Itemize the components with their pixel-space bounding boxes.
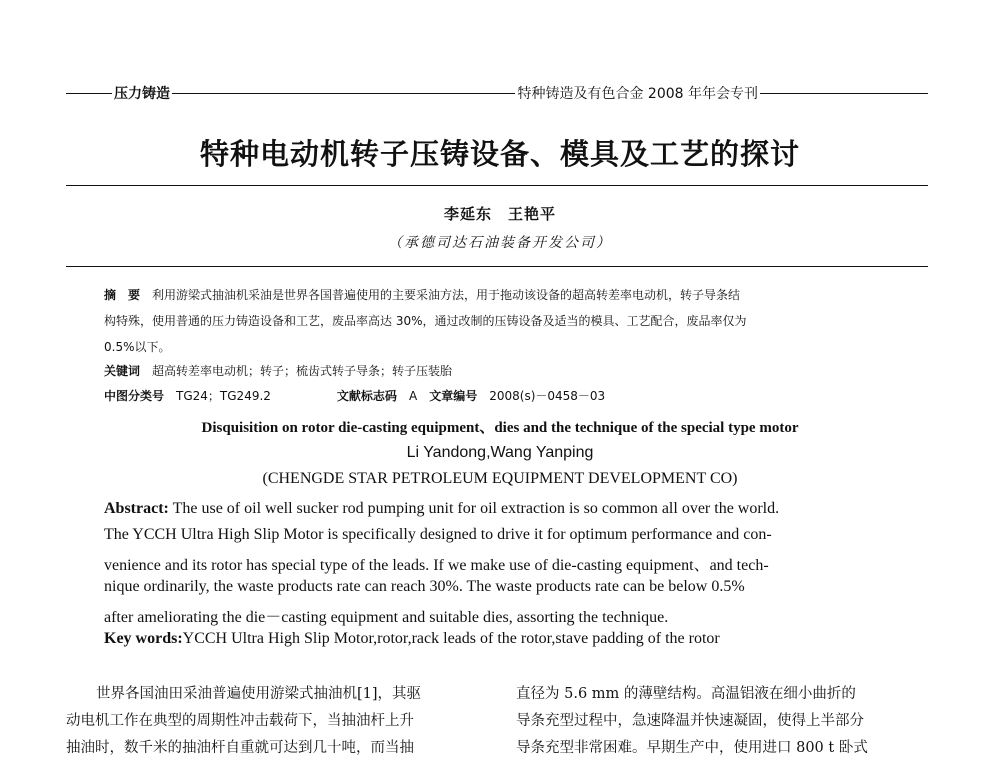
en-abstract-text-1: The use of oil well sucker rod pumping unit for oil extraction is so common all over the world. [168, 500, 780, 517]
en-abstract-label: Abstract: [104, 500, 169, 517]
affiliation: （承德司达石油装备开发公司） [388, 235, 612, 251]
cn-abstract-line-2: 构特殊，使用普通的压力铸造设备和工艺，废品率高达 30%，通过改制的压铸设备及适当的模具、工艺配合，废品率仅为 [104, 314, 747, 328]
body-left-line-3: 抽油时，数千米的抽油杆自重就可达到几十吨，而当抽 [66, 740, 414, 756]
header-journal-label: 特种铸造及有色合金 2008 年年会专刊 [517, 86, 758, 102]
en-keywords-label: Key words: [104, 630, 183, 647]
en-abstract-line-2: The YCCH Ultra High Slip Motor is specifically designed to drive it for optimum performance and con- [104, 526, 772, 543]
doc-code-label: 文献标志码 [336, 389, 397, 403]
cn-keywords: 超高转差率电动机；转子；梳齿式转子导条；转子压装胎 [152, 364, 453, 378]
body-right-line-1: 直径为 5.6 mm 的薄壁结构。高温铝液在细小曲折的 [516, 686, 856, 702]
en-keywords: YCCH Ultra High Slip Motor,rotor,rack leads of the rotor,stave padding of the rotor [182, 630, 720, 647]
paper-title: 特种电动机转子压铸设备、模具及工艺的探讨 [199, 137, 800, 171]
en-abstract-line-1 [104, 500, 779, 518]
cn-keywords-line [104, 362, 900, 379]
clc-label: 中图分类号 [104, 389, 165, 403]
authors: 李延东 王艳平 [443, 205, 556, 223]
en-title: Disquisition on rotor die-casting equipment、dies and the technique of the special type motor [201, 420, 799, 436]
cn-abstract-label: 摘 要 [104, 288, 141, 302]
en-abstract-line-3: venience and its rotor has special type of the leads. If we make use of die-casting equipment、and tech- [104, 557, 769, 574]
body-left-line-2: 动电机工作在典型的周期性冲击载荷下，当抽油杆上升 [66, 713, 414, 729]
doc-code-value: A [408, 389, 418, 403]
clc-value: TG24；TG249.2 [176, 389, 271, 403]
header-rule-right [760, 93, 928, 94]
header-rule-middle [172, 93, 515, 94]
cn-keywords-label: 关键词 [104, 364, 141, 378]
cn-classification-line [104, 387, 900, 404]
body-right-line-3: 导条充型非常困难。早期生产中，使用进口 800 t 卧式 [516, 740, 868, 756]
en-authors: Li Yandong,Wang Yanping [406, 444, 594, 461]
en-affiliation: (CHENGDE STAR PETROLEUM EQUIPMENT DEVELOPMENT CO) [262, 470, 738, 487]
header-rule-left [66, 93, 112, 94]
cn-abstract-text-1: 利用游梁式抽油机采油是世界各国普遍使用的主要采油方法，用于拖动该设备的超高转差率电动机，转子导条结 [152, 288, 741, 302]
title-rule [66, 185, 928, 186]
en-abstract-line-4: nique ordinarily, the waste products rate can reach 30%. The waste products rate can be below 0.5% [104, 578, 745, 595]
body-right-line-2: 导条充型过程中，急速降温并快速凝固，使得上半部分 [516, 713, 864, 729]
cn-abstract-line-1 [104, 286, 900, 303]
body-left-line-1: 世界各国油田采油普遍使用游梁式抽油机[1]，其驱 [96, 686, 422, 702]
affiliation-rule [66, 266, 928, 267]
article-no-value: 2008(s)－0458－03 [489, 389, 606, 403]
en-keywords-line [104, 630, 720, 648]
header-section-label: 压力铸造 [114, 86, 170, 102]
cn-abstract-line-3: 0.5%以下。 [104, 340, 171, 354]
article-no-label: 文章编号 [429, 389, 478, 403]
en-abstract-line-5: after ameliorating the die－casting equipment and suitable dies, assorting the technique. [104, 609, 669, 626]
running-header [66, 82, 928, 104]
